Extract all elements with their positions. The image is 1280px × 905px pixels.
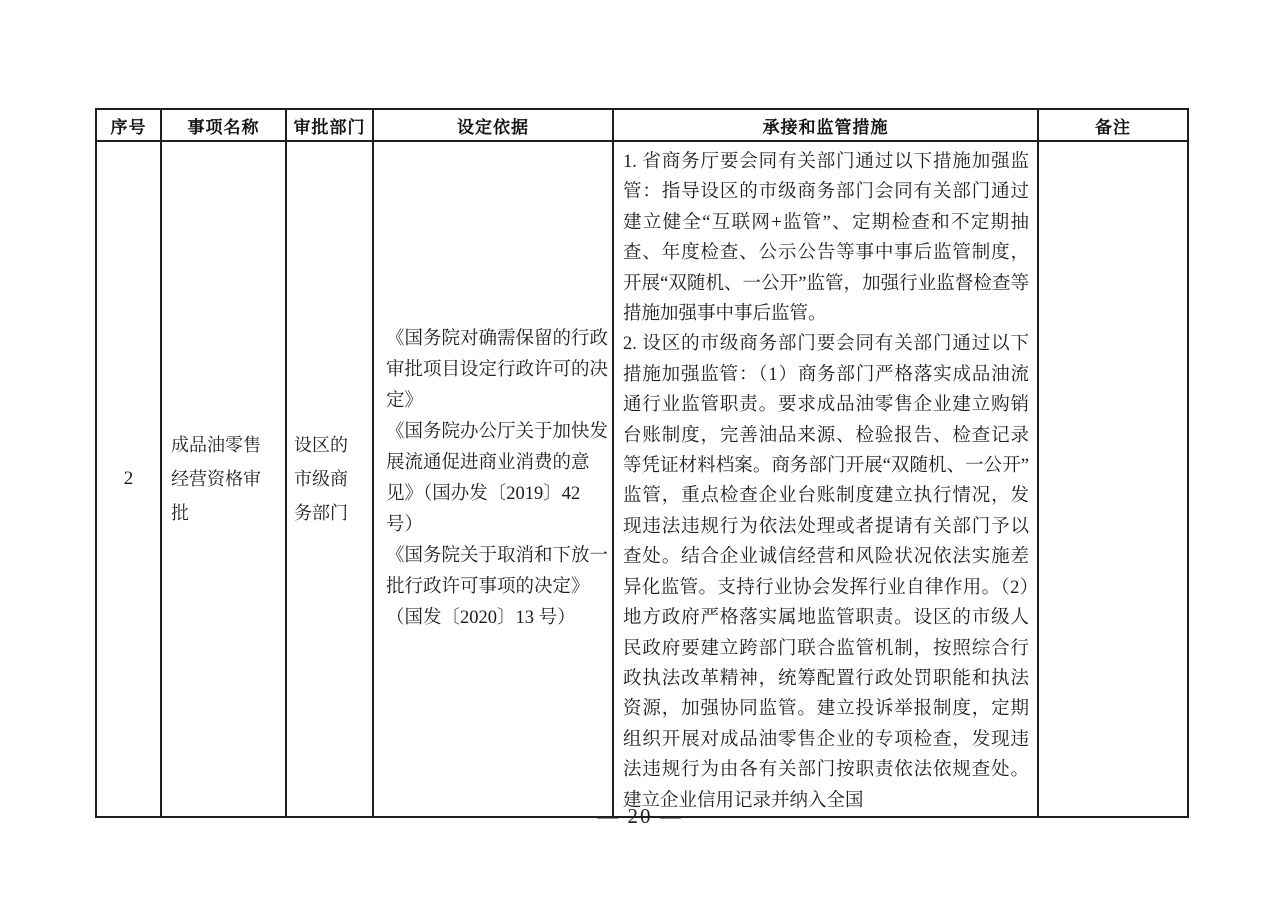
legal-basis-citation: 《国务院对确需保留的行政审批项目设定行政许可的决定》 (386, 328, 609, 411)
approval-department-cell: 设区的市级商务部门 (286, 141, 373, 817)
table-header-row (96, 109, 1188, 141)
measures-paragraph: 2. 设区的市级商务部门要会同有关部门通过以下措施加强监管：（1）商务部门严格落实成品油流通行业监管职责。要求成品油零售企业建立购销台账制度，完善油品来源、检验报告、检查记录等凭证材料档案。商务部门开展“双随机、一公开”监管，重点检查企业台账制度建立执行情况，发现违法违规行为依法处理或者提请有关部门予以查处。结合企业诚信经营和风险状况依法实施差异化监管。支持行业协会发挥行业自律作用。（2）地方政府严格落实属地监管职责。设区的市级人民政府要建立跨部门联合监管机制，按照综合行政执法改革精神，统筹配置行政处罚职能和执法资源，加强协同监管。建立投诉举报制度，定期组织开展对成品油零售企业的专项检查，发现违法违规行为由各有关部门按职责依法依规查处。建立企业信用记录并纳入全国 (623, 334, 1029, 811)
column-header-serial: 序号 (96, 109, 161, 141)
measures-cell (613, 141, 1038, 817)
legal-basis-cell (373, 141, 613, 817)
column-header-remarks: 备注 (1038, 109, 1188, 141)
column-header-legal-basis: 设定依据 (373, 109, 613, 141)
measures-paragraph: 1. 省商务厅要会同有关部门通过以下措施加强监管：指导设区的市级商务部门会同有关部门通过建立健全“互联网+监管”、定期检查和不定期抽查、年度检查、公示公告等事中事后监管制度，开展“双随机、一公开”监管，加强行业监督检查等措施加强事中事后监管。 (623, 152, 1029, 325)
approval-items-table (95, 108, 1189, 818)
table-row (96, 141, 1188, 817)
serial-number-cell: 2 (96, 141, 161, 817)
legal-basis-citation: 《国务院办公厅关于加快发展流通促进商业消费的意见》（国办发〔2019〕42 号） (386, 421, 609, 535)
column-header-measures: 承接和监管措施 (613, 109, 1038, 141)
legal-basis-citation: 《国务院关于取消和下放一批行政许可事项的决定》（国发〔2020〕13 号） (386, 545, 609, 628)
item-name-cell: 成品油零售经营资格审批 (161, 141, 286, 817)
remarks-cell (1038, 141, 1188, 817)
column-header-approval-department: 审批部门 (286, 109, 373, 141)
page-number: — 20 — (597, 804, 683, 828)
column-header-item-name: 事项名称 (161, 109, 286, 141)
